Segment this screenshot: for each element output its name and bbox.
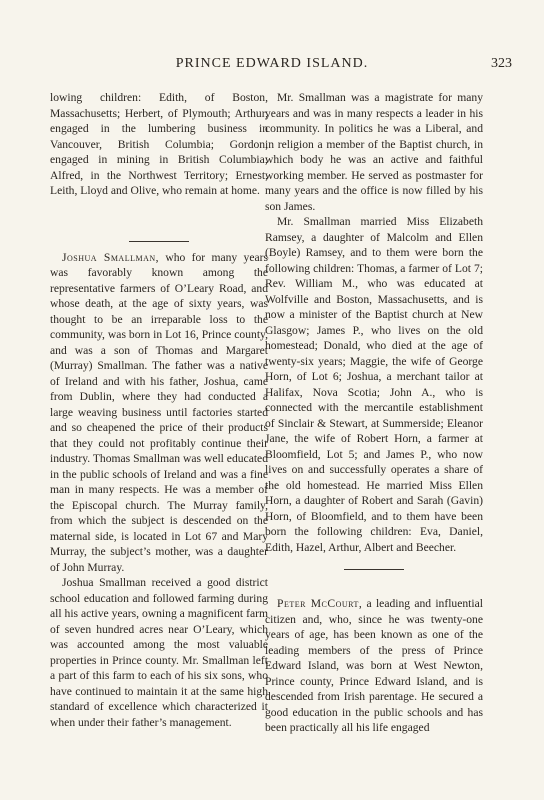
paragraph-peter-mccourt-bio <box>265 596 483 736</box>
section-divider <box>344 569 404 570</box>
page-number: 323 <box>491 56 512 71</box>
paragraph-children-list: lowing children: Edith, of Boston, Massachusetts; Herbert, of Plymouth; Arthur, engaged in the lumbering business in Vancouver, British Columbia; Gordon, engaged in mining in British Columbia; Alfred, in the Northwest Territory; Ernest, Leith, Lloyd and Olive, who remain at home. <box>50 91 268 197</box>
right-column <box>265 90 483 736</box>
left-column <box>50 90 268 730</box>
paragraph-joshua-smallman-bio <box>50 250 268 576</box>
running-head: PRINCE EDWARD ISLAND. <box>175 56 369 71</box>
paragraph-marriage: Mr. Smallman married Miss Elizabeth Ramsey, a daughter of Malcolm and Ellen (Boyle) Ramsey, and to them were born the following children: Thomas, a farmer of Lot 7; Rev. William M., who was educated at Wolfville and Boston, Massachusetts, and is now a minister of the Baptist church at New Glasgow; James P., who lives on the old homestead; Donald, who died at the age of twenty-six years; Maggie, the wife of George Horn, of Lot 6; Joshua, a merchant tailor at Halifax, Nova Scotia; John A., who is connected with the mercantile establishment of Sinclair & Stewart, at Summerside; Eleanor Jane, the wife of Robert Horn, a farmer at Bloomfield, Lot 5; and James P., who now lives on and successfully operates a share of the old homestead. He married Miss Ellen Horn, a daughter of Robert and Sarah (Gavin) Horn, of Bloomfield, and to them have been born the following children: Eva, Daniel, Edith, Hazel, Arthur, Albert and Beecher. <box>265 215 483 554</box>
page-header <box>0 56 544 76</box>
paragraph-text: who for many years was favorably known among the representative farmers of O’Leary Road, and whose death, at the age of sixty years, was thought to be an irreparable loss to the community, was born in Lot 16, Prince county, and was a son of Thomas and Margaret (Murray) Smallman. The father was a native of Ireland and with his father, Joshua, came from Dublin, where they had conducted a large weaving business until factories started and so cheapened the price of their products that they could not profitably continue their industry. Thomas Smallman was well educated in the public schools of Ireland and was a fine man in many respects. He was a member of the Episcopal church. The Murray family, from which the subject is descended on the maternal side, is located in Lot 67 and Mary Murray, the subject’s mother, was a daughter of John Murray. <box>50 250 268 574</box>
section-divider <box>129 241 189 242</box>
paragraph-farming: Joshua Smallman received a good district school education and followed farming during all his active years, owning a magnificent farm of seven hundred acres near O’Leary, which was accounted among the most valuable properties in Prince county. Mr. Smallman left a part of this farm to each of his six sons, who have continued to maintain it at the same high standard of excellence which characterized it when under their father’s management. <box>50 576 268 729</box>
paragraph-magistrate: Mr. Smallman was a magistrate for many years and was in many respects a leader in his community. In politics he was a Liberal, and in religion a member of the Baptist church, in which body he was an active and faithful working member. He served as postmaster for many years and the office is now filled by his son James. <box>265 91 483 213</box>
subject-name: Peter McCourt, <box>277 597 363 610</box>
subject-name: Joshua Smallman, <box>62 250 160 264</box>
paragraph-text: a leading and influential citizen and, who, since he was twenty-one years of age, has been known as one of the leading members of the press of Prince Edward Island, was born at West Newton, Prince county, Prince Edward Island, and is descended from Irish parentage. He secured a good education in the public schools and has been practically all his life engaged <box>265 597 483 734</box>
